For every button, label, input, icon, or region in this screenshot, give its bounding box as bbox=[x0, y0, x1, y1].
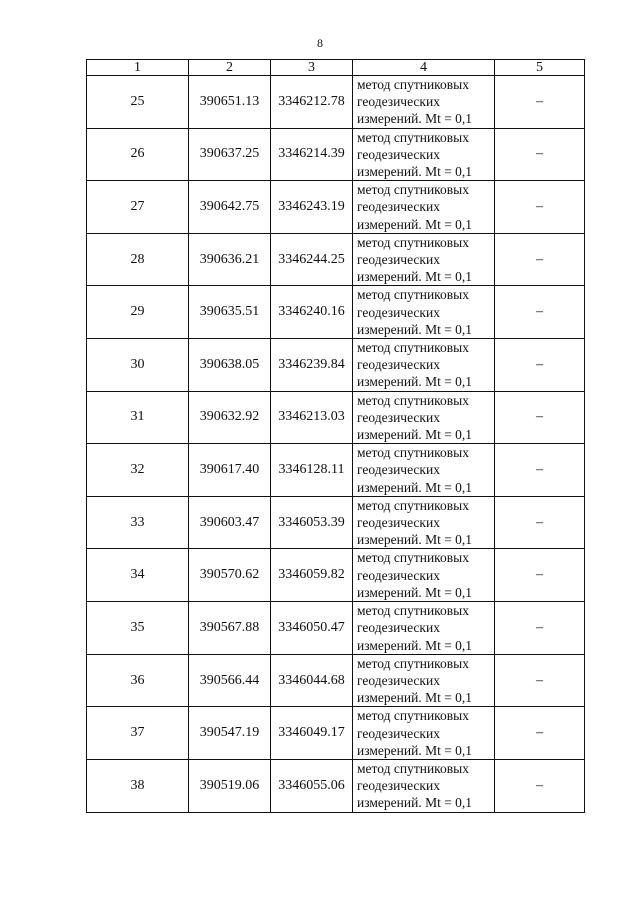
method-line: геодезических bbox=[357, 199, 440, 215]
cell-method bbox=[353, 496, 495, 549]
method-line: измерений. Mt = 0,1 bbox=[357, 111, 473, 127]
header-cell-y: 3 bbox=[271, 60, 353, 76]
cell-y-coordinate: 3346055.06 bbox=[271, 759, 353, 812]
method-line: метод спутниковых bbox=[357, 603, 469, 619]
cell-note: – bbox=[495, 654, 585, 707]
cell-point-number: 26 bbox=[87, 128, 189, 181]
table-row bbox=[87, 233, 585, 286]
cell-method bbox=[353, 759, 495, 812]
cell-y-coordinate: 3346044.68 bbox=[271, 654, 353, 707]
cell-x-coordinate: 390635.51 bbox=[189, 286, 271, 339]
cell-x-coordinate: 390636.21 bbox=[189, 233, 271, 286]
cell-note: – bbox=[495, 759, 585, 812]
method-line: измерений. Mt = 0,1 bbox=[357, 479, 473, 495]
cell-point-number: 25 bbox=[87, 76, 189, 129]
cell-y-coordinate: 3346128.11 bbox=[271, 444, 353, 497]
cell-y-coordinate: 3346050.47 bbox=[271, 602, 353, 655]
cell-y-coordinate: 3346059.82 bbox=[271, 549, 353, 602]
cell-x-coordinate: 390651.13 bbox=[189, 76, 271, 129]
cell-x-coordinate: 390547.19 bbox=[189, 707, 271, 760]
table-header-row bbox=[87, 60, 585, 76]
method-line: геодезических bbox=[357, 620, 440, 636]
cell-y-coordinate: 3346053.39 bbox=[271, 496, 353, 549]
cell-method bbox=[353, 391, 495, 444]
table-row bbox=[87, 654, 585, 707]
cell-note: – bbox=[495, 496, 585, 549]
cell-note: – bbox=[495, 602, 585, 655]
table-row bbox=[87, 707, 585, 760]
table-row bbox=[87, 76, 585, 129]
table-row bbox=[87, 391, 585, 444]
cell-method bbox=[353, 654, 495, 707]
cell-y-coordinate: 3346212.78 bbox=[271, 76, 353, 129]
method-line: геодезических bbox=[357, 778, 440, 794]
table-row bbox=[87, 759, 585, 812]
table-row bbox=[87, 181, 585, 234]
method-line: измерений. Mt = 0,1 bbox=[357, 427, 473, 443]
method-line: метод спутниковых bbox=[357, 445, 469, 461]
cell-method bbox=[353, 233, 495, 286]
table-row bbox=[87, 602, 585, 655]
method-line: геодезических bbox=[357, 567, 440, 583]
cell-note: – bbox=[495, 286, 585, 339]
cell-x-coordinate: 390638.05 bbox=[189, 339, 271, 392]
method-line: геодезических bbox=[357, 304, 440, 320]
cell-y-coordinate: 3346244.25 bbox=[271, 233, 353, 286]
cell-method bbox=[353, 549, 495, 602]
cell-method bbox=[353, 76, 495, 129]
cell-x-coordinate: 390637.25 bbox=[189, 128, 271, 181]
table-body bbox=[87, 76, 585, 813]
cell-method bbox=[353, 602, 495, 655]
cell-y-coordinate: 3346240.16 bbox=[271, 286, 353, 339]
method-line: метод спутниковых bbox=[357, 655, 469, 671]
cell-x-coordinate: 390566.44 bbox=[189, 654, 271, 707]
cell-note: – bbox=[495, 707, 585, 760]
method-line: геодезических bbox=[357, 672, 440, 688]
cell-point-number: 28 bbox=[87, 233, 189, 286]
cell-point-number: 29 bbox=[87, 286, 189, 339]
cell-method bbox=[353, 286, 495, 339]
method-line: геодезических bbox=[357, 725, 440, 741]
method-line: геодезических bbox=[357, 94, 440, 110]
method-line: метод спутниковых bbox=[357, 760, 469, 776]
coordinates-table-container bbox=[86, 59, 585, 813]
cell-y-coordinate: 3346239.84 bbox=[271, 339, 353, 392]
method-line: геодезических bbox=[357, 409, 440, 425]
method-line: измерений. Mt = 0,1 bbox=[357, 374, 473, 390]
method-line: метод спутниковых bbox=[357, 77, 469, 92]
cell-note: – bbox=[495, 233, 585, 286]
method-line: метод спутниковых bbox=[357, 234, 469, 250]
method-line: метод спутниковых bbox=[357, 129, 469, 145]
cell-note: – bbox=[495, 339, 585, 392]
cell-point-number: 31 bbox=[87, 391, 189, 444]
cell-x-coordinate: 390519.06 bbox=[189, 759, 271, 812]
cell-note: – bbox=[495, 391, 585, 444]
cell-x-coordinate: 390603.47 bbox=[189, 496, 271, 549]
header-cell-method: 4 bbox=[353, 60, 495, 76]
cell-x-coordinate: 390642.75 bbox=[189, 181, 271, 234]
cell-note: – bbox=[495, 128, 585, 181]
cell-method bbox=[353, 444, 495, 497]
method-line: метод спутниковых bbox=[357, 550, 469, 566]
method-line: измерений. Mt = 0,1 bbox=[357, 269, 473, 285]
method-line: метод спутниковых bbox=[357, 287, 469, 303]
cell-y-coordinate: 3346243.19 bbox=[271, 181, 353, 234]
cell-method bbox=[353, 339, 495, 392]
method-line: измерений. Mt = 0,1 bbox=[357, 164, 473, 180]
cell-y-coordinate: 3346049.17 bbox=[271, 707, 353, 760]
cell-point-number: 27 bbox=[87, 181, 189, 234]
page-number: 8 bbox=[317, 36, 323, 50]
table-row bbox=[87, 496, 585, 549]
table-row bbox=[87, 339, 585, 392]
method-line: метод спутниковых bbox=[357, 392, 469, 408]
method-line: измерений. Mt = 0,1 bbox=[357, 742, 473, 758]
cell-method bbox=[353, 128, 495, 181]
method-line: измерений. Mt = 0,1 bbox=[357, 690, 473, 706]
method-line: геодезических bbox=[357, 515, 440, 531]
method-line: измерений. Mt = 0,1 bbox=[357, 584, 473, 600]
method-line: геодезических bbox=[357, 357, 440, 373]
header-cell-note: 5 bbox=[495, 60, 585, 76]
table-row bbox=[87, 128, 585, 181]
table-row bbox=[87, 549, 585, 602]
cell-method bbox=[353, 707, 495, 760]
method-line: измерений. Mt = 0,1 bbox=[357, 795, 473, 811]
cell-point-number: 30 bbox=[87, 339, 189, 392]
method-line: измерений. Mt = 0,1 bbox=[357, 532, 473, 548]
method-line: метод спутниковых bbox=[357, 340, 469, 356]
method-line: метод спутниковых bbox=[357, 182, 469, 198]
cell-note: – bbox=[495, 181, 585, 234]
header-cell-point-number: 1 bbox=[87, 60, 189, 76]
cell-note: – bbox=[495, 76, 585, 129]
cell-point-number: 33 bbox=[87, 496, 189, 549]
cell-x-coordinate: 390570.62 bbox=[189, 549, 271, 602]
cell-y-coordinate: 3346214.39 bbox=[271, 128, 353, 181]
coordinates-table bbox=[86, 59, 585, 813]
method-line: измерений. Mt = 0,1 bbox=[357, 216, 473, 232]
method-line: измерений. Mt = 0,1 bbox=[357, 637, 473, 653]
method-line: геодезических bbox=[357, 462, 440, 478]
cell-note: – bbox=[495, 549, 585, 602]
cell-method bbox=[353, 181, 495, 234]
cell-x-coordinate: 390617.40 bbox=[189, 444, 271, 497]
cell-x-coordinate: 390632.92 bbox=[189, 391, 271, 444]
cell-point-number: 35 bbox=[87, 602, 189, 655]
table-row bbox=[87, 286, 585, 339]
cell-point-number: 36 bbox=[87, 654, 189, 707]
method-line: измерений. Mt = 0,1 bbox=[357, 321, 473, 337]
method-line: метод спутниковых bbox=[357, 497, 469, 513]
cell-x-coordinate: 390567.88 bbox=[189, 602, 271, 655]
cell-y-coordinate: 3346213.03 bbox=[271, 391, 353, 444]
cell-point-number: 37 bbox=[87, 707, 189, 760]
method-line: геодезических bbox=[357, 252, 440, 268]
table-row bbox=[87, 444, 585, 497]
method-line: метод спутниковых bbox=[357, 708, 469, 724]
cell-note: – bbox=[495, 444, 585, 497]
cell-point-number: 32 bbox=[87, 444, 189, 497]
method-line: геодезических bbox=[357, 146, 440, 162]
cell-point-number: 34 bbox=[87, 549, 189, 602]
cell-point-number: 38 bbox=[87, 759, 189, 812]
header-cell-x: 2 bbox=[189, 60, 271, 76]
